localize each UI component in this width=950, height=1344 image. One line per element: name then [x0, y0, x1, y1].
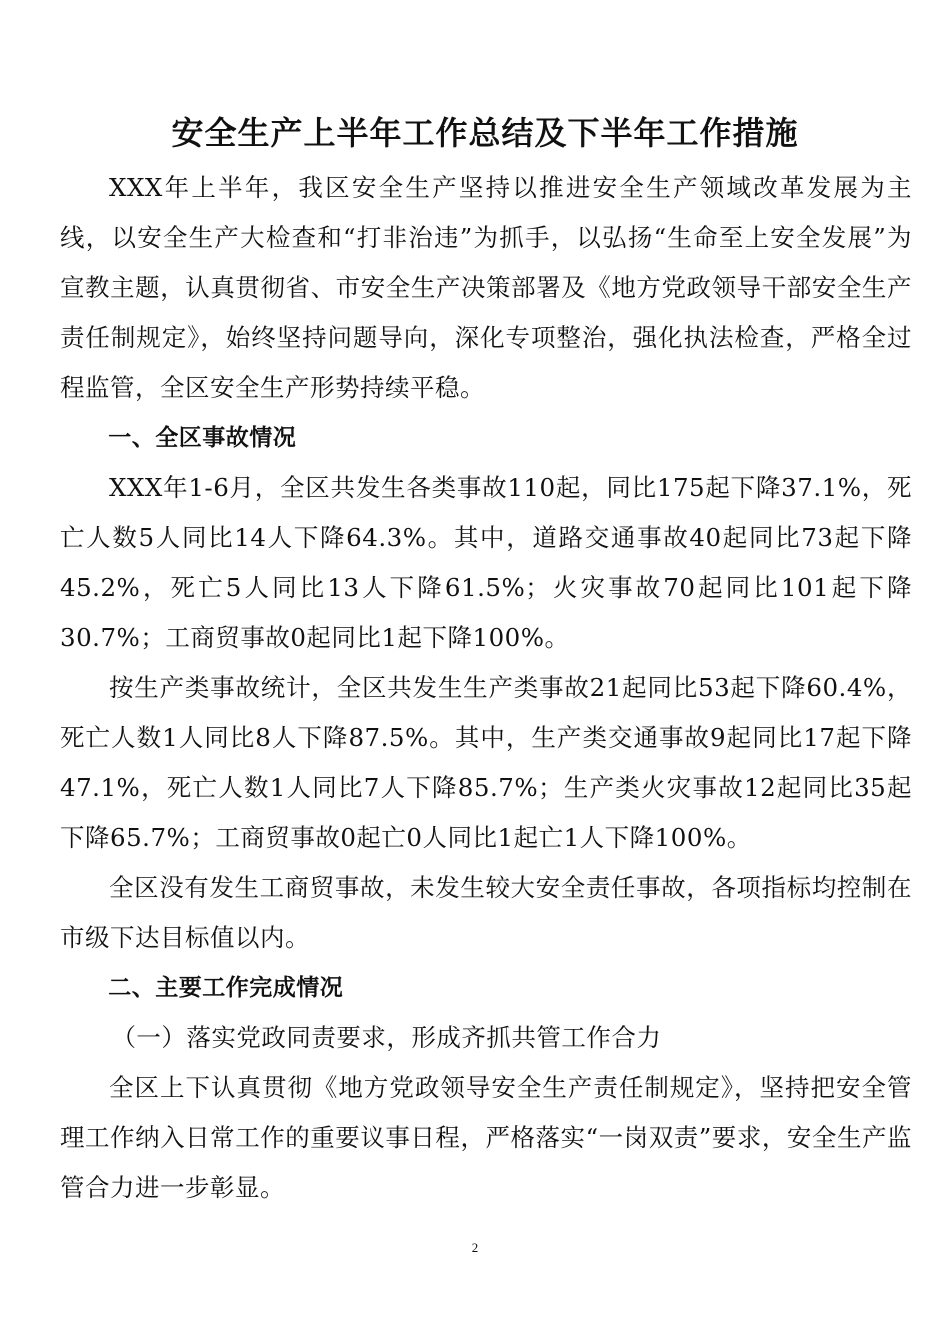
- accident-stats-paragraph: XXX年1-6月，全区共发生各类事故110起，同比175起下降37.1%，死亡人数5人同比14人下降64.3%。其中，道路交通事故40起同比73起下降45.2%，死亡5人同比13人下降61.5%；火灾事故70起同比101起下降30.7%；工商贸事故0起同比1起下降100%。: [60, 473, 912, 652]
- document-body: [60, 163, 912, 1213]
- section-heading-accidents: 一、全区事故情况: [108, 425, 297, 451]
- subsection-heading: （一）落实党政同责要求，形成齐抓共管工作合力: [111, 1023, 662, 1052]
- intro-paragraph: XXX年上半年，我区安全生产坚持以推进安全生产领域改革发展为主线，以安全生产大检查和“打非治违”为抓手，以弘扬“生命至上安全发展”为宣教主题，认真贯彻省、市安全生产决策部署及《地方党政领导干部安全生产责任制规定》，始终坚持问题导向，深化专项整治，强化执法检查，严格全过程监管，全区安全生产形势持续平稳。: [60, 173, 912, 402]
- targets-paragraph: 全区没有发生工商贸事故，未发生较大安全责任事故，各项指标均控制在市级下达目标值以内。: [60, 873, 912, 952]
- responsibility-paragraph: 全区上下认真贯彻《地方党政领导安全生产责任制规定》，坚持把安全管理工作纳入日常工作的重要议事日程，严格落实“一岗双责”要求，安全生产监管合力进一步彰显。: [60, 1073, 912, 1202]
- page-number: 2: [471, 1240, 479, 1255]
- section-heading-work: 二、主要工作完成情况: [108, 975, 344, 1001]
- production-accident-paragraph: 按生产类事故统计，全区共发生生产类事故21起同比53起下降60.4%，死亡人数1人同比8人下降87.5%。其中，生产类交通事故9起同比17起下降47.1%，死亡人数1人同比7人下降85.7%；生产类火灾事故12起同比35起下降65.7%；工商贸事故0起亡0人同比1起亡1人下降100%。: [60, 673, 912, 852]
- document-title: 安全生产上半年工作总结及下半年工作措施: [171, 114, 799, 152]
